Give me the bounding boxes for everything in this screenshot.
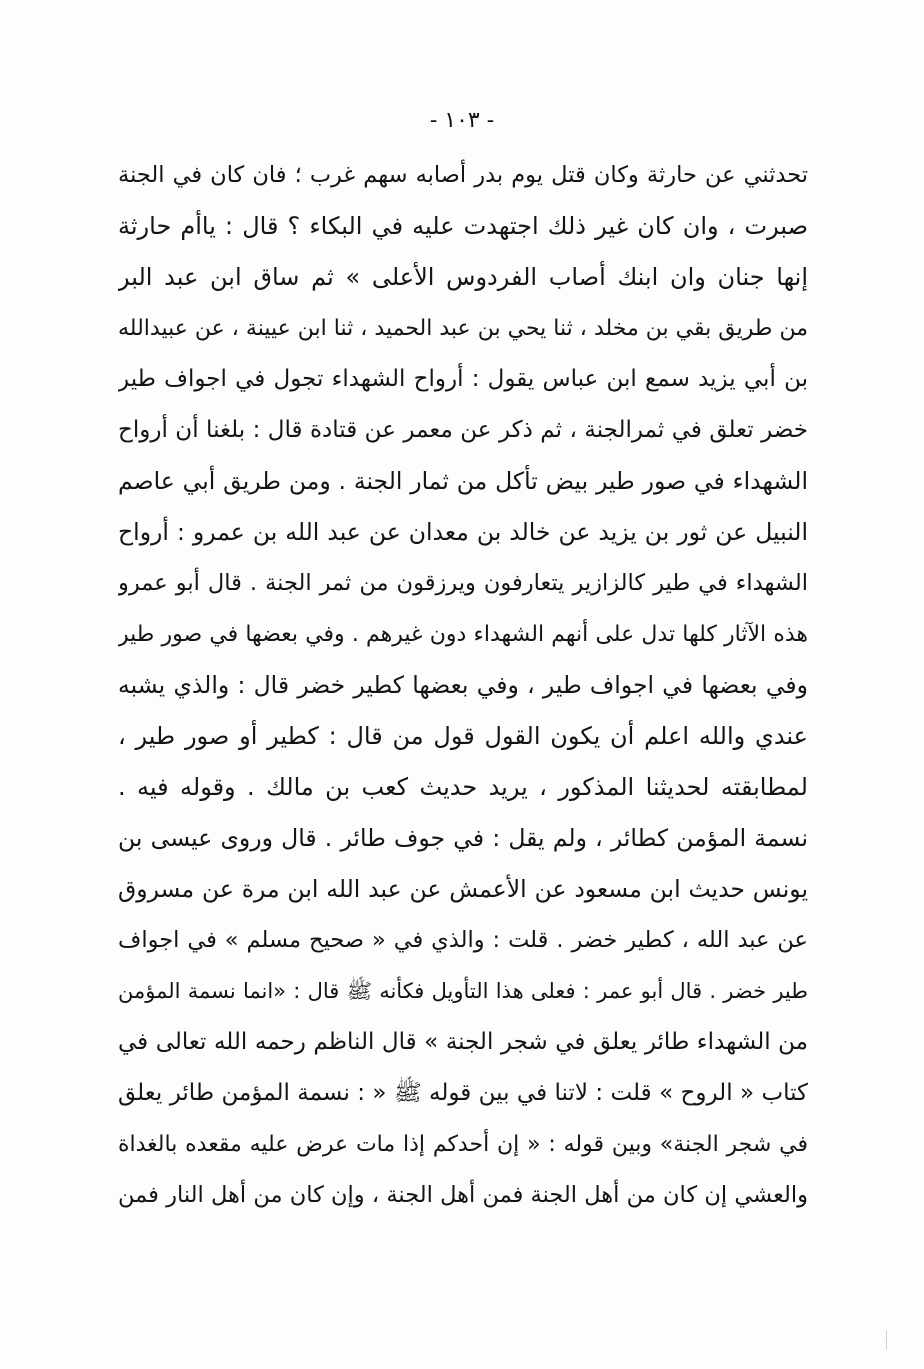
text-line: طير خضر . قال أبو عمر : فعلى هذا التأويل فكأنه ﷺ قال : «انما نسمة المؤمن [118, 979, 808, 1003]
scan-mark [886, 1330, 887, 1350]
text-line: بن أبي يزيد سمع ابن عباس يقول : أرواح الشهداء تجول في اجواف طير [118, 366, 808, 392]
text-line: لمطابقته لحديثنا المذكور ، يريد حديث كعب بن مالك . وقوله فيه . [118, 773, 808, 801]
text-line: الشهداء في صور طير بيض تأكل من ثمار الجنة . ومن طريق أبي عاصم [118, 467, 808, 495]
body-text [118, 150, 808, 1221]
text-line: تحدثني عن حارثة وكان قتل يوم بدر أصابه سهم غرب ؛ فان كان في الجنة [118, 162, 808, 188]
text-line: خضر تعلق في ثمرالجنة ، ثم ذكر عن معمر عن قتادة قال : بلغنا أن أرواح [118, 417, 808, 443]
text-line: النبيل عن ثور بن يزيد عن خالد بن معدان عن عبد الله بن عمرو : أرواح [118, 518, 808, 546]
page-number: - ١٠٣ - [429, 108, 495, 133]
text-line: إنها جنان وان ابنك أصاب الفردوس الأعلى » ثم ساق ابن عبد البر [118, 263, 808, 291]
text-line: عن عبد الله ، كطير خضر . قلت : والذي في « صحيح مسلم » في اجواف [118, 927, 808, 953]
text-line: نسمة المؤمن كطائر ، ولم يقل : في جوف طائر . قال وروى عيسى بن [118, 824, 808, 852]
text-line: كتاب « الروح » قلت : لاتنا في بين قوله ﷺ « : نسمة المؤمن طائر يعلق [118, 1080, 808, 1106]
text-line: صبرت ، وان كان غير ذلك اجتهدت عليه في البكاء ؟ قال : ياأم حارثة [118, 212, 808, 240]
text-line: والعشي إن كان من أهل الجنة فمن أهل الجنة ، وإن كان من أهل النار فمن [118, 1182, 808, 1208]
text-line: الشهداء في طير كالزازير يتعارفون ويرزقون من ثمر الجنة . قال أبو عمرو [118, 570, 808, 596]
text-line: من الشهداء طائر يعلق في شجر الجنة » قال الناظم رحمه الله تعالى في [118, 1029, 808, 1055]
text-line: في شجر الجنة» وبين قوله : « إن أحدكم إذا مات عرض عليه مقعده بالغداة [118, 1132, 808, 1157]
text-line: عندي والله اعلم أن يكون القول قول من قال : كطير أو صور طير ، [118, 722, 808, 750]
text-line: وفي بعضها في اجواف طير ، وفي بعضها كطير خضر قال : والذي يشبه [118, 671, 808, 699]
text-line: يونس حديث ابن مسعود عن الأعمش عن عبد الله ابن مرة عن مسروق [118, 875, 808, 903]
text-line: من طريق بقي بن مخلد ، ثنا يحي بن عبد الحميد ، ثنا ابن عيينة ، عن عبيدالله [118, 316, 808, 341]
text-line: هذه الآثار كلها تدل على أنهم الشهداء دون غيرهم . وفي بعضها في صور طير [118, 622, 808, 647]
